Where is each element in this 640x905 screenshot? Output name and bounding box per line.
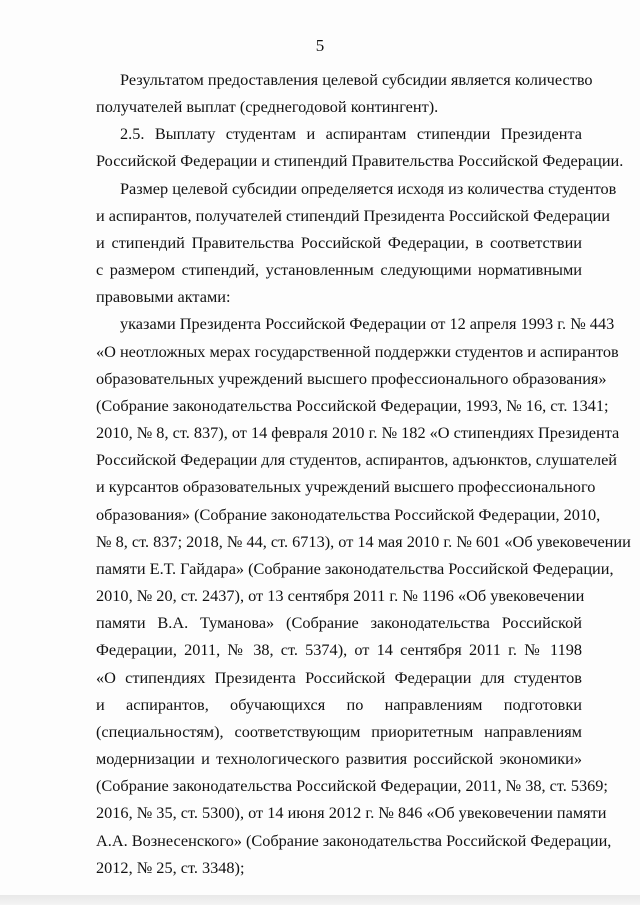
text-line: (Собрание законодательства Российской Федерации, 2011, № 38, ст. 5369; bbox=[96, 776, 608, 795]
text-line: 2010, № 20, ст. 2437), от 13 сентября 2011 г. № 1196 «Об увековечении bbox=[96, 586, 585, 605]
text-line: (специальностям), соответствующим приоритетным направлениям bbox=[96, 722, 582, 741]
text-line: 2016, № 35, ст. 5300), от 14 июня 2012 г. № 846 «Об увековечении памяти bbox=[96, 803, 607, 822]
text-line: модернизации и технологического развития российской экономики» bbox=[96, 749, 582, 768]
text-line: указами Президента Российской Федерации от 12 апреля 1993 г. № 443 bbox=[120, 314, 615, 333]
text-line: 2.5. Выплату студентам и аспирантам стипендии Президента bbox=[120, 124, 582, 143]
text-line: Размер целевой субсидии определяется исходя из количества студентов bbox=[120, 179, 617, 198]
page-number: 5 bbox=[315, 36, 325, 55]
text-line: Результатом предоставления целевой субсидии является количество bbox=[120, 70, 593, 89]
text-line: и стипендий Правительства Российской Федерации, в соответствии bbox=[96, 233, 582, 252]
text-line: и аспирантов, обучающихся по направлениям подготовки bbox=[96, 695, 582, 714]
text-line: получателей выплат (среднегодовой контингент). bbox=[96, 97, 439, 116]
text-line: Российской Федерации для студентов, аспирантов, адъюнктов, слушателей bbox=[96, 450, 618, 469]
text-line: «О неотложных мерах государственной поддержки студентов и аспирантов bbox=[96, 342, 619, 361]
text-line: правовыми актами: bbox=[96, 287, 231, 306]
text-line: с размером стипендий, установленным следующими нормативными bbox=[96, 260, 582, 279]
text-line: А.А. Вознесенского» (Собрание законодательства Российской Федерации, bbox=[96, 831, 612, 850]
text-line: 2010, № 8, ст. 837), от 14 февраля 2010 г. № 182 «О стипендиях Президента bbox=[96, 423, 620, 442]
text-line: Федерации, 2011, № 38, ст. 5374), от 14 сентября 2011 г. № 1198 bbox=[96, 640, 582, 659]
text-line: и курсантов образовательных учреждений высшего профессионального bbox=[96, 477, 596, 496]
text-line: «О стипендиях Президента Российской Федерации для студентов bbox=[96, 668, 582, 687]
text-line: памяти Е.Т. Гайдара» (Собрание законодательства Российской Федерации, bbox=[96, 559, 614, 578]
page-bottom-edge bbox=[0, 895, 640, 905]
text-line: и аспирантов, получателей стипендий Президента Российской Федерации bbox=[96, 206, 610, 225]
text-line: образовательных учреждений высшего профессионального образования» bbox=[96, 369, 607, 388]
text-line: 2012, № 25, ст. 3348); bbox=[96, 858, 245, 877]
text-line: (Собрание законодательства Российской Федерации, 1993, № 16, ст. 1341; bbox=[96, 396, 609, 415]
text-line: № 8, ст. 837; 2018, № 44, ст. 6713), от 14 мая 2010 г. № 601 «Об увековечении bbox=[96, 532, 631, 551]
text-line: Российской Федерации и стипендий Правительства Российской Федерации. bbox=[96, 151, 624, 170]
text-line: образования» (Собрание законодательства Российской Федерации, 2010, bbox=[96, 505, 601, 524]
text-line: памяти В.А. Туманова» (Собрание законодательства Российской bbox=[96, 613, 582, 632]
